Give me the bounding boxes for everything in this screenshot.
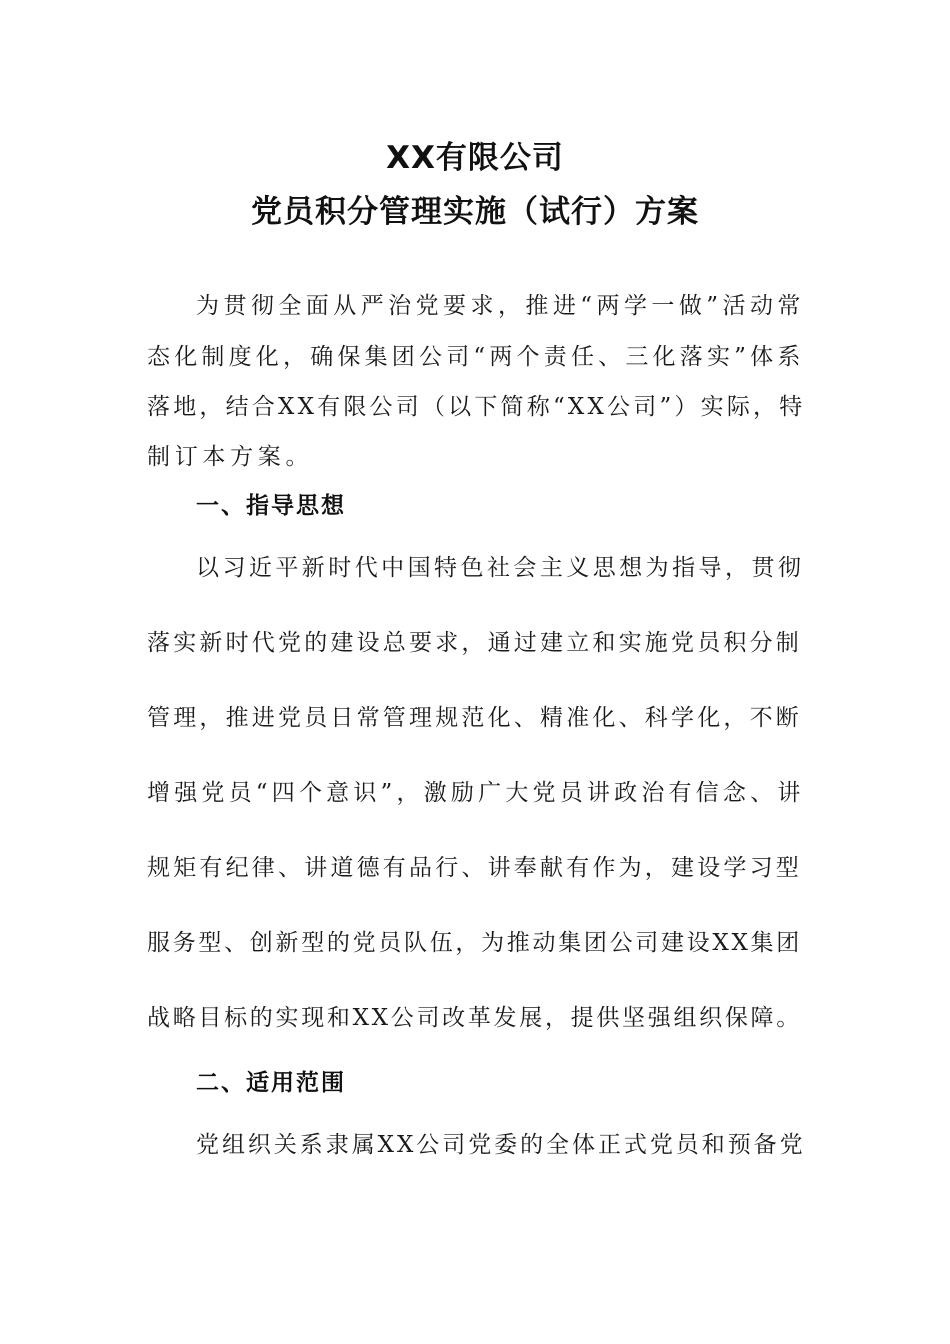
intro-line: 态化制度化，确保集团公司“两个责任、三化落实”体系 bbox=[147, 344, 805, 370]
section1-line: 管理，推进党员日常管理规范化、精准化、科学化，不断 bbox=[147, 705, 802, 731]
section2-line: 党组织关系隶属XX公司党委的全体正式党员和预备党 bbox=[196, 1132, 806, 1158]
intro-line: 落地，结合XX有限公司（以下简称“XX公司”）实际，特 bbox=[147, 394, 806, 420]
section1-line: 以习近平新时代中国特色社会主义思想为指导，贯彻 bbox=[196, 555, 805, 581]
section2-heading: 二、适用范围 bbox=[196, 1070, 346, 1096]
section1-line: 增强党员“四个意识”，激励广大党员讲政治有信念、讲 bbox=[147, 780, 805, 806]
section1-line: 规矩有纪律、讲道德有品行、讲奉献有作为，建设学习型 bbox=[147, 855, 802, 881]
section1-heading: 一、指导思想 bbox=[196, 493, 346, 519]
section1-line: 落实新时代党的建设总要求，通过建立和实施党员积分制 bbox=[147, 630, 802, 656]
document-title-line2: 党员积分管理实施（试行）方案 bbox=[251, 194, 699, 230]
document-title-line1: XX有限公司 bbox=[386, 140, 564, 176]
intro-line: 制订本方案。 bbox=[147, 444, 314, 470]
section1-line: 服务型、创新型的党员队伍，为推动集团公司建设XX集团 bbox=[147, 930, 802, 956]
intro-line: 为贯彻全面从严治党要求，推进“两学一做”活动常 bbox=[196, 293, 805, 319]
section1-line: 战略目标的实现和XX公司改革发展，提供坚强组织保障。 bbox=[147, 1005, 802, 1031]
